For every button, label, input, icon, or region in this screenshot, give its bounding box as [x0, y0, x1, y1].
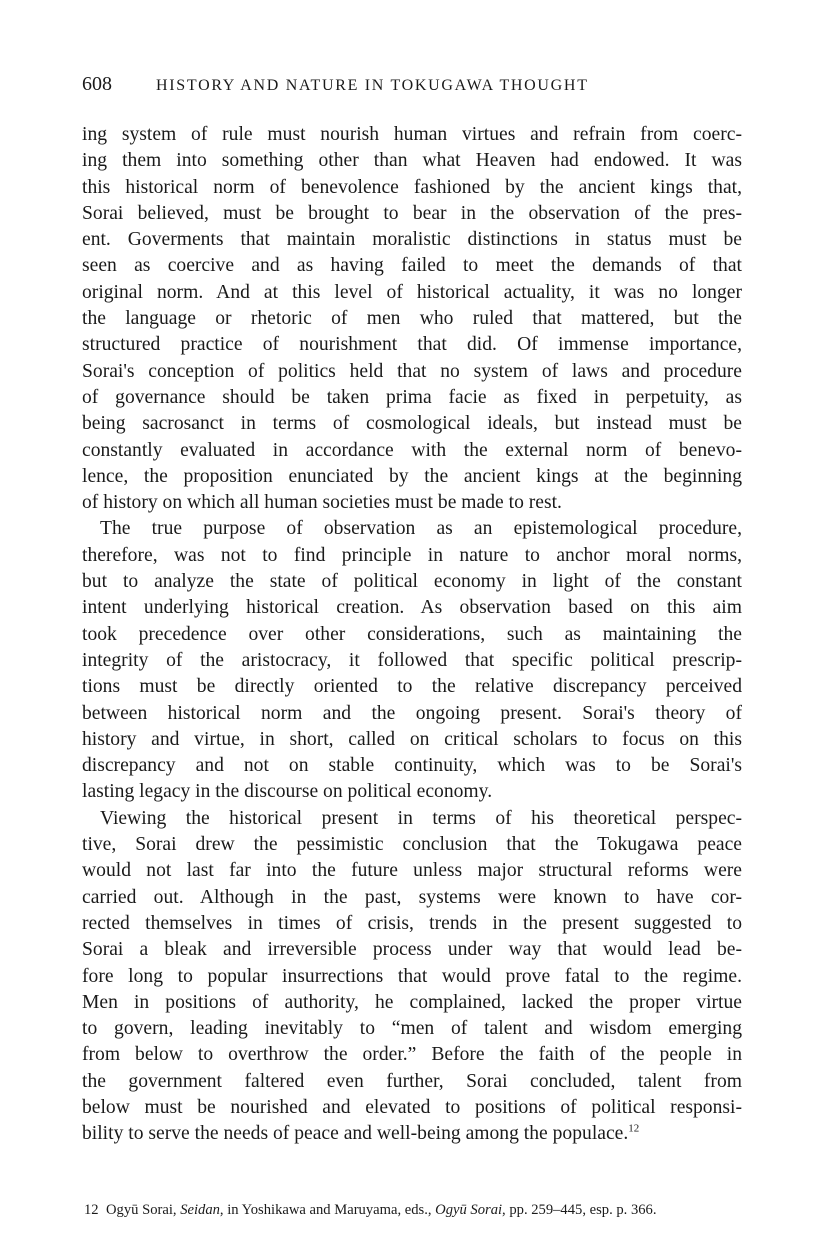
text-line: Men in positions of authority, he complained, lacked the proper virtue	[82, 991, 742, 1013]
text-line: would not last far into the future unless major structural reforms were	[82, 860, 742, 882]
footnote-reference: 12	[628, 1122, 640, 1135]
paragraph	[82, 806, 742, 1148]
page-number: 608	[82, 73, 112, 95]
text-line: The true purpose of observation as an epistemological procedure,	[100, 518, 742, 540]
text-line: of history on which all human societies must be made to rest.	[82, 492, 562, 514]
text-line: Sorai a bleak and irreversible process under way that would lead be-	[82, 939, 742, 961]
text-line: lence, the proposition enunciated by the ancient kings at the beginning	[82, 465, 742, 487]
text-line: of governance should be taken prima facie as fixed in perpetuity, as	[82, 386, 742, 408]
footnote-text: , in Yoshikawa and Maruyama, eds.,	[219, 1202, 436, 1218]
footnote-number: 12	[84, 1202, 99, 1218]
text-line: ent. Goverments that maintain moralistic distinctions in status must be	[82, 229, 742, 251]
text-line: this historical norm of benevolence fashioned by the ancient kings that,	[82, 176, 742, 198]
text-line: integrity of the aristocracy, it followed that specific political prescrip-	[82, 649, 742, 671]
footnote-title: Seidan	[180, 1202, 220, 1218]
text-line: being sacrosanct in terms of cosmological ideals, but instead must be	[82, 413, 742, 435]
text-line: therefore, was not to find principle in nature to anchor moral norms,	[82, 544, 742, 566]
body-text	[82, 122, 742, 1148]
text-line: ing system of rule must nourish human virtues and refrain from coerc-	[82, 124, 742, 145]
text-line: fore long to popular insurrections that would prove fatal to the regime.	[82, 965, 742, 987]
footnote-text: , pp. 259–445, esp. p. 366.	[502, 1202, 657, 1218]
text-line: carried out. Although in the past, systems were known to have cor-	[82, 886, 742, 908]
text-line: Viewing the historical present in terms of his theoretical perspec-	[100, 807, 742, 829]
text-line: below must be nourished and elevated to positions of political responsi-	[82, 1096, 742, 1118]
text-line: but to analyze the state of political economy in light of the constant	[82, 571, 742, 593]
text-line: original norm. And at this level of historical actuality, it was no longer	[82, 281, 742, 303]
running-head-title: HISTORY AND NATURE IN TOKUGAWA THOUGHT	[156, 77, 589, 94]
text-line: tive, Sorai drew the pessimistic conclusion that the Tokugawa peace	[82, 834, 742, 856]
text-line: discrepancy and not on stable continuity, which was to be Sorai's	[82, 755, 742, 777]
text-line: structured practice of nourishment that did. Of immense importance,	[82, 334, 742, 356]
text-line: bility to serve the needs of peace and well-being among the populace.$^{12}$	[82, 1122, 640, 1145]
text-line: the language or rhetoric of men who ruled that mattered, but the	[82, 308, 742, 330]
footnote	[84, 1200, 744, 1220]
text-line: tions must be directly oriented to the relative discrepancy perceived	[82, 676, 742, 698]
footnote-text: Ogyū Sorai,	[106, 1202, 181, 1218]
paragraph	[82, 516, 742, 805]
text-line: history and virtue, in short, called on critical scholars to focus on this	[82, 728, 742, 750]
text-line: lasting legacy in the discourse on political economy.	[82, 781, 493, 803]
text-line: from below to overthrow the order.” Before the faith of the people in	[82, 1044, 742, 1066]
text-line: intent underlying historical creation. As observation based on this aim	[82, 597, 742, 619]
text-line: Sorai believed, must be brought to bear in the observation of the pres-	[82, 202, 742, 224]
text-line: the government faltered even further, Sorai concluded, talent from	[82, 1070, 742, 1092]
text-line: seen as coercive and as having failed to meet the demands of that	[82, 255, 742, 277]
text-line: to govern, leading inevitably to “men of talent and wisdom emerging	[82, 1018, 742, 1040]
footnote-title: Ogyū Sorai	[435, 1202, 503, 1218]
text-line: Sorai's conception of politics held that no system of laws and procedure	[82, 360, 742, 382]
text-line: ing them into something other than what Heaven had endowed. It was	[82, 150, 742, 172]
text-line: constantly evaluated in accordance with the external norm of benevo-	[82, 439, 742, 461]
paragraph	[82, 122, 742, 516]
running-head	[82, 71, 742, 97]
text-line: between historical norm and the ongoing present. Sorai's theory of	[82, 702, 742, 724]
text-line: rected themselves in times of crisis, trends in the present suggested to	[82, 912, 742, 934]
book-page	[82, 0, 742, 1254]
text-line: took precedence over other considerations, such as maintaining the	[82, 623, 742, 645]
